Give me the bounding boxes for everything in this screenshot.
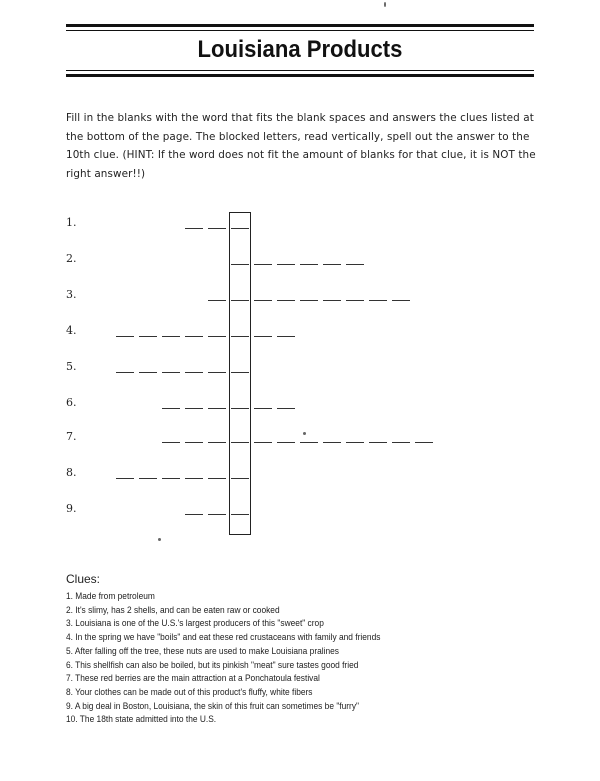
letter-blank[interactable] xyxy=(231,228,249,229)
letter-blank[interactable] xyxy=(162,372,180,373)
letter-blank[interactable] xyxy=(369,300,387,301)
clue-item: 3. Louisiana is one of the U.S.'s largest producers of this "sweet" crop xyxy=(66,618,324,629)
letter-blank[interactable] xyxy=(162,478,180,479)
letter-blank[interactable] xyxy=(415,442,433,443)
clue-item: 10. The 18th state admitted into the U.S. xyxy=(66,714,217,725)
page-title: Louisiana Products xyxy=(197,36,403,63)
letter-blank[interactable] xyxy=(162,336,180,337)
row-number: 3. xyxy=(66,288,77,301)
row-number: 9. xyxy=(66,502,77,515)
letter-blank[interactable] xyxy=(369,442,387,443)
clue-item: 7. These red berries are the main attraction at a Ponchatoula festival xyxy=(66,673,320,684)
letter-blank[interactable] xyxy=(139,372,157,373)
letter-blank[interactable] xyxy=(208,478,226,479)
letter-blank[interactable] xyxy=(185,372,203,373)
letter-blank[interactable] xyxy=(300,264,318,265)
letter-blank[interactable] xyxy=(254,300,272,301)
letter-blank[interactable] xyxy=(346,442,364,443)
letter-blank[interactable] xyxy=(254,442,272,443)
letter-blank[interactable] xyxy=(277,264,295,265)
letter-blank[interactable] xyxy=(392,300,410,301)
letter-blank[interactable] xyxy=(300,300,318,301)
letter-blank[interactable] xyxy=(323,264,341,265)
letter-blank[interactable] xyxy=(208,442,226,443)
row-number: 2. xyxy=(66,252,77,265)
row-number: 4. xyxy=(66,324,77,337)
clue-item: 1. Made from petroleum xyxy=(66,591,155,601)
row-number: 1. xyxy=(66,216,77,229)
letter-blank[interactable] xyxy=(208,372,226,373)
letter-blank[interactable] xyxy=(231,372,249,373)
letter-blank[interactable] xyxy=(392,442,410,443)
scan-speck xyxy=(303,432,306,435)
letter-blank[interactable] xyxy=(231,514,249,515)
letter-blank[interactable] xyxy=(346,300,364,301)
letter-blank[interactable] xyxy=(231,264,249,265)
clue-item: 2. It's slimy, has 2 shells, and can be eaten raw or cooked xyxy=(66,604,280,615)
row-number: 6. xyxy=(66,396,77,409)
letter-blank[interactable] xyxy=(139,478,157,479)
letter-blank[interactable] xyxy=(208,408,226,409)
top-rule-thick xyxy=(66,24,534,27)
row-number: 7. xyxy=(66,430,77,443)
letter-blank[interactable] xyxy=(277,336,295,337)
letter-blank[interactable] xyxy=(185,336,203,337)
letter-blank[interactable] xyxy=(300,442,318,443)
clue-item: 6. This shellfish can also be boiled, but its pinkish "meat" sure tastes good fried xyxy=(66,659,359,670)
letter-blank[interactable] xyxy=(139,336,157,337)
letter-blank[interactable] xyxy=(231,478,249,479)
scan-speck xyxy=(384,2,386,7)
row-number: 5. xyxy=(66,360,77,373)
letter-blank[interactable] xyxy=(323,300,341,301)
bottom-rule-thin xyxy=(66,70,534,71)
bottom-rule-thick xyxy=(66,74,534,77)
clue-item: 8. Your clothes can be made out of this product's fluffy, white fibers xyxy=(66,686,313,697)
letter-blank[interactable] xyxy=(254,264,272,265)
letter-blank[interactable] xyxy=(277,300,295,301)
letter-blank[interactable] xyxy=(323,442,341,443)
letter-blank[interactable] xyxy=(185,228,203,229)
letter-blank[interactable] xyxy=(277,408,295,409)
clue-item: 9. A big deal in Boston, Louisiana, the skin of this fruit can sometimes be "furry" xyxy=(66,700,360,711)
clues-heading: Clues: xyxy=(66,572,101,586)
letter-blank[interactable] xyxy=(208,514,226,515)
letter-blank[interactable] xyxy=(208,228,226,229)
letter-blank[interactable] xyxy=(231,300,249,301)
letter-blank[interactable] xyxy=(231,336,249,337)
letter-blank[interactable] xyxy=(231,442,249,443)
letter-blank[interactable] xyxy=(208,336,226,337)
letter-blank[interactable] xyxy=(185,408,203,409)
letter-blank[interactable] xyxy=(231,408,249,409)
answer-column xyxy=(229,212,251,535)
row-number: 8. xyxy=(66,466,77,479)
instructions: Fill in the blanks with the word that fits the blank spaces and answers the clues listed at the bottom of the page. The blocked letters, read vertically, spell out the answer to the 10th clue. (HINT: If the word does not fit the amount of blanks for that clue, it is NOT the right answer!!) xyxy=(66,112,536,180)
clue-item: 4. In the spring we have "boils" and eat these red crustaceans with family and friends xyxy=(66,632,381,643)
letter-blank[interactable] xyxy=(277,442,295,443)
letter-blank[interactable] xyxy=(185,478,203,479)
clue-item: 5. After falling off the tree, these nuts are used to make Louisiana pralines xyxy=(66,645,339,656)
letter-blank[interactable] xyxy=(208,300,226,301)
letter-blank[interactable] xyxy=(346,264,364,265)
letter-blank[interactable] xyxy=(116,478,134,479)
letter-blank[interactable] xyxy=(185,442,203,443)
letter-blank[interactable] xyxy=(116,336,134,337)
letter-blank[interactable] xyxy=(185,514,203,515)
letter-blank[interactable] xyxy=(116,372,134,373)
top-rule-thin xyxy=(66,30,534,31)
letter-blank[interactable] xyxy=(254,336,272,337)
letter-blank[interactable] xyxy=(254,408,272,409)
letter-blank[interactable] xyxy=(162,408,180,409)
letter-blank[interactable] xyxy=(162,442,180,443)
scan-speck xyxy=(158,538,161,541)
